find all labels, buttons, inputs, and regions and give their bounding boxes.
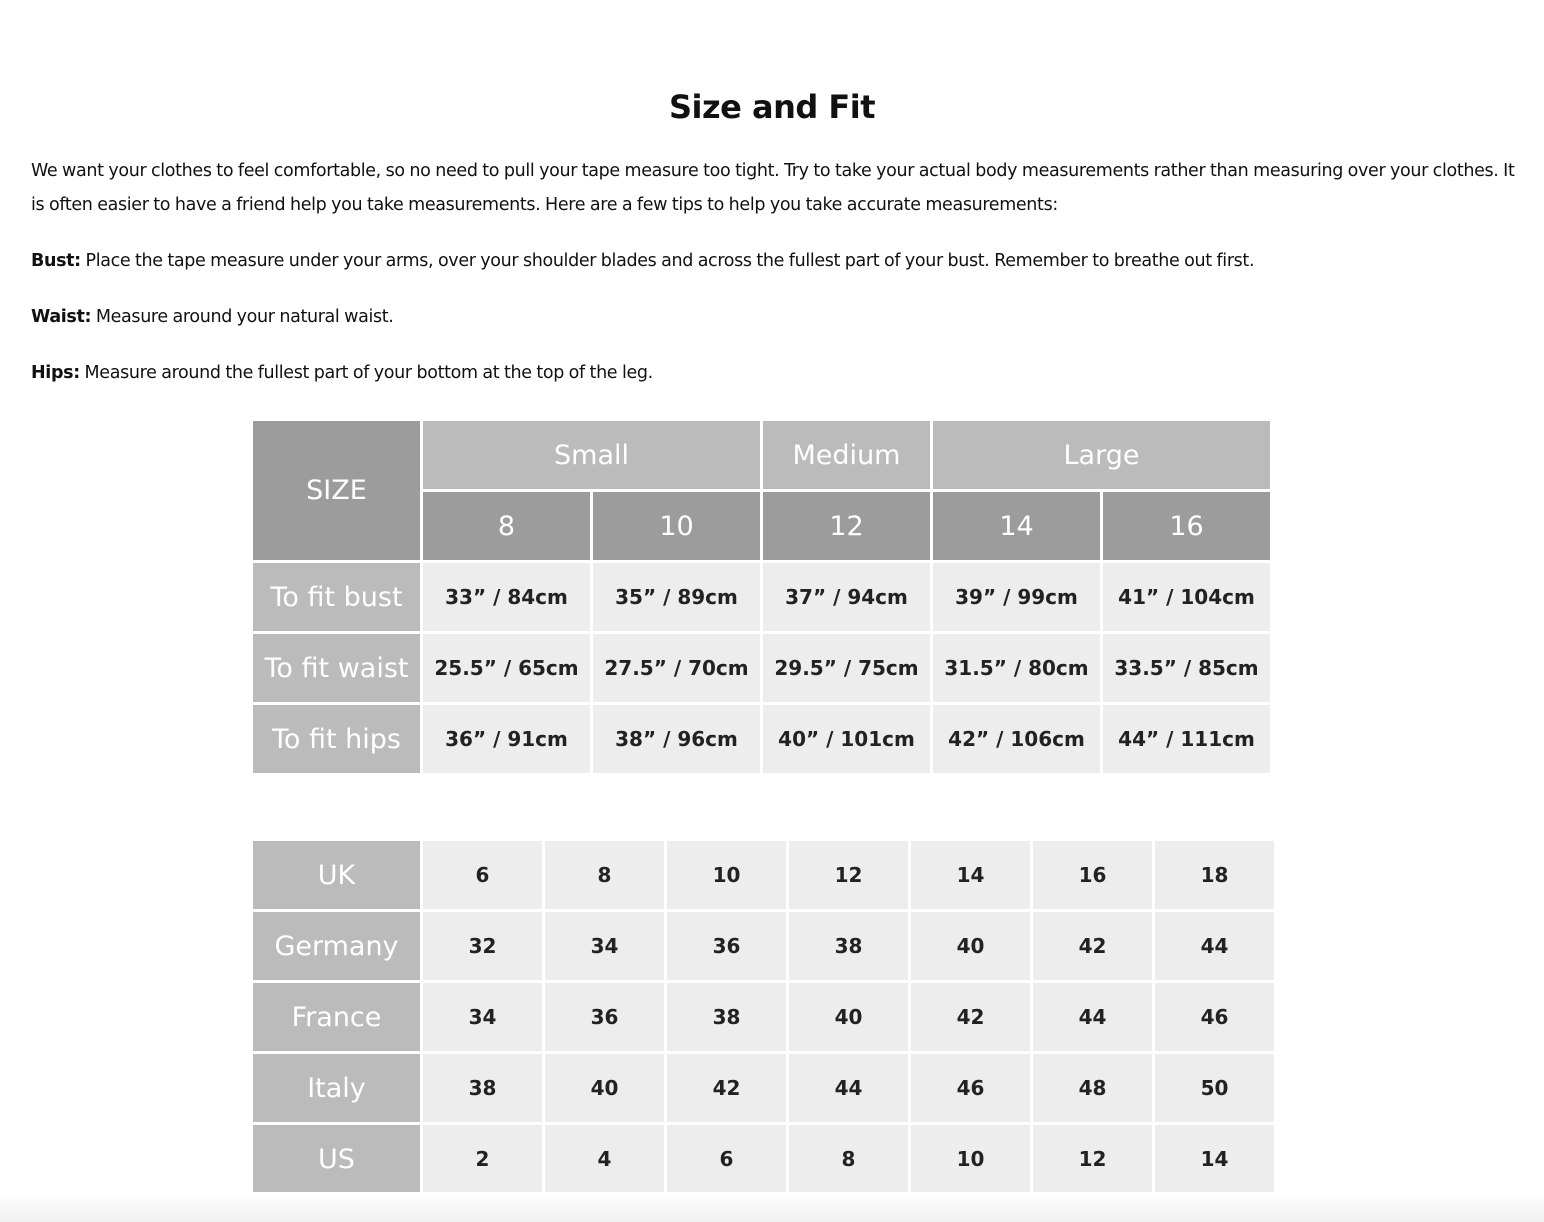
waist-text: Measure around your natural waist. <box>91 307 394 327</box>
table-cell: 12 <box>1033 1125 1152 1193</box>
table-cell: 33.5” / 85cm <box>1103 634 1270 702</box>
table-cell: 38 <box>667 983 786 1051</box>
table-row <box>253 563 1270 631</box>
table-cell: 10 <box>667 841 786 909</box>
intro-paragraph: We want your clothes to feel comfortable, so no need to pull your tape measure too tight. Try to take your actual body measurements rather than measuring over your clothes. It is often easier to have a friend help you take measurements. Here are a few tips to help you take accurate measurements: <box>31 161 1515 215</box>
table-row <box>253 705 1270 773</box>
table-cell: 8 <box>789 1125 908 1193</box>
table-row <box>253 912 1274 980</box>
table-cell: 48 <box>1033 1054 1152 1122</box>
table-cell: 44 <box>1033 983 1152 1051</box>
row-header: US <box>253 1125 420 1193</box>
row-header: France <box>253 983 420 1051</box>
table-cell: 42” / 106cm <box>933 705 1100 773</box>
row-header: UK <box>253 841 420 909</box>
table-cell: 18 <box>1155 841 1274 909</box>
size-header: 8 <box>423 492 590 560</box>
table-cell: 40 <box>911 912 1030 980</box>
table-row <box>253 841 1274 909</box>
bust-text: Place the tape measure under your arms, over your shoulder blades and across the fullest part of your bust. Remember to breathe out first. <box>80 251 1255 271</box>
size-corner-header: SIZE <box>253 421 420 560</box>
row-header: Germany <box>253 912 420 980</box>
group-small-header: Small <box>423 421 760 489</box>
table-row <box>253 1054 1274 1122</box>
table-cell: 14 <box>1155 1125 1274 1193</box>
bottom-edge-shadow <box>0 1192 1544 1222</box>
table-cell: 38 <box>423 1054 542 1122</box>
table-cell: 29.5” / 75cm <box>763 634 930 702</box>
table-cell: 34 <box>545 912 664 980</box>
table-cell: 46 <box>1155 983 1274 1051</box>
table-cell: 27.5” / 70cm <box>593 634 760 702</box>
table-cell: 31.5” / 80cm <box>933 634 1100 702</box>
table-cell: 6 <box>667 1125 786 1193</box>
table-cell: 38” / 96cm <box>593 705 760 773</box>
page-title: Size and Fit <box>668 88 876 126</box>
table-cell: 50 <box>1155 1054 1274 1122</box>
table-cell: 35” / 89cm <box>593 563 760 631</box>
bust-label: Bust: <box>31 251 81 271</box>
table-cell: 34 <box>423 983 542 1051</box>
table-cell: 6 <box>423 841 542 909</box>
row-header: To fit hips <box>253 705 420 773</box>
table-cell: 42 <box>911 983 1030 1051</box>
conversion-table <box>250 838 1277 1196</box>
table-cell: 37” / 94cm <box>763 563 930 631</box>
table-cell: 40 <box>545 1054 664 1122</box>
table-cell: 25.5” / 65cm <box>423 634 590 702</box>
table-cell: 41” / 104cm <box>1103 563 1270 631</box>
table-cell: 12 <box>789 841 908 909</box>
table-cell: 10 <box>911 1125 1030 1193</box>
hips-label: Hips: <box>31 363 80 383</box>
table-cell: 40 <box>789 983 908 1051</box>
table-cell: 32 <box>423 912 542 980</box>
table-cell: 14 <box>911 841 1030 909</box>
table-cell: 42 <box>1033 912 1152 980</box>
waist-label: Waist: <box>31 307 92 327</box>
table-cell: 36 <box>667 912 786 980</box>
table-cell: 42 <box>667 1054 786 1122</box>
table-cell: 46 <box>911 1054 1030 1122</box>
table-row <box>253 1125 1274 1193</box>
table-row <box>253 634 1270 702</box>
size-table <box>250 418 1273 776</box>
row-header: To fit waist <box>253 634 420 702</box>
table-cell: 8 <box>545 841 664 909</box>
row-header: To fit bust <box>253 563 420 631</box>
table-cell: 4 <box>545 1125 664 1193</box>
waist-tip <box>31 300 1521 334</box>
table-cell: 39” / 99cm <box>933 563 1100 631</box>
table-cell: 16 <box>1033 841 1152 909</box>
size-header: 16 <box>1103 492 1270 560</box>
size-header: 14 <box>933 492 1100 560</box>
table-cell: 40” / 101cm <box>763 705 930 773</box>
table-row <box>253 983 1274 1051</box>
bust-tip <box>31 244 1521 278</box>
size-header: 10 <box>593 492 760 560</box>
table-cell: 44” / 111cm <box>1103 705 1270 773</box>
size-header: 12 <box>763 492 930 560</box>
hips-text: Measure around the fullest part of your bottom at the top of the leg. <box>79 363 653 383</box>
table-cell: 44 <box>789 1054 908 1122</box>
group-medium-header: Medium <box>763 421 930 489</box>
table-cell: 2 <box>423 1125 542 1193</box>
table-cell: 36 <box>545 983 664 1051</box>
table-cell: 44 <box>1155 912 1274 980</box>
table-cell: 36” / 91cm <box>423 705 590 773</box>
hips-tip <box>31 356 1521 390</box>
table-cell: 33” / 84cm <box>423 563 590 631</box>
row-header: Italy <box>253 1054 420 1122</box>
table-cell: 38 <box>789 912 908 980</box>
group-large-header: Large <box>933 421 1270 489</box>
